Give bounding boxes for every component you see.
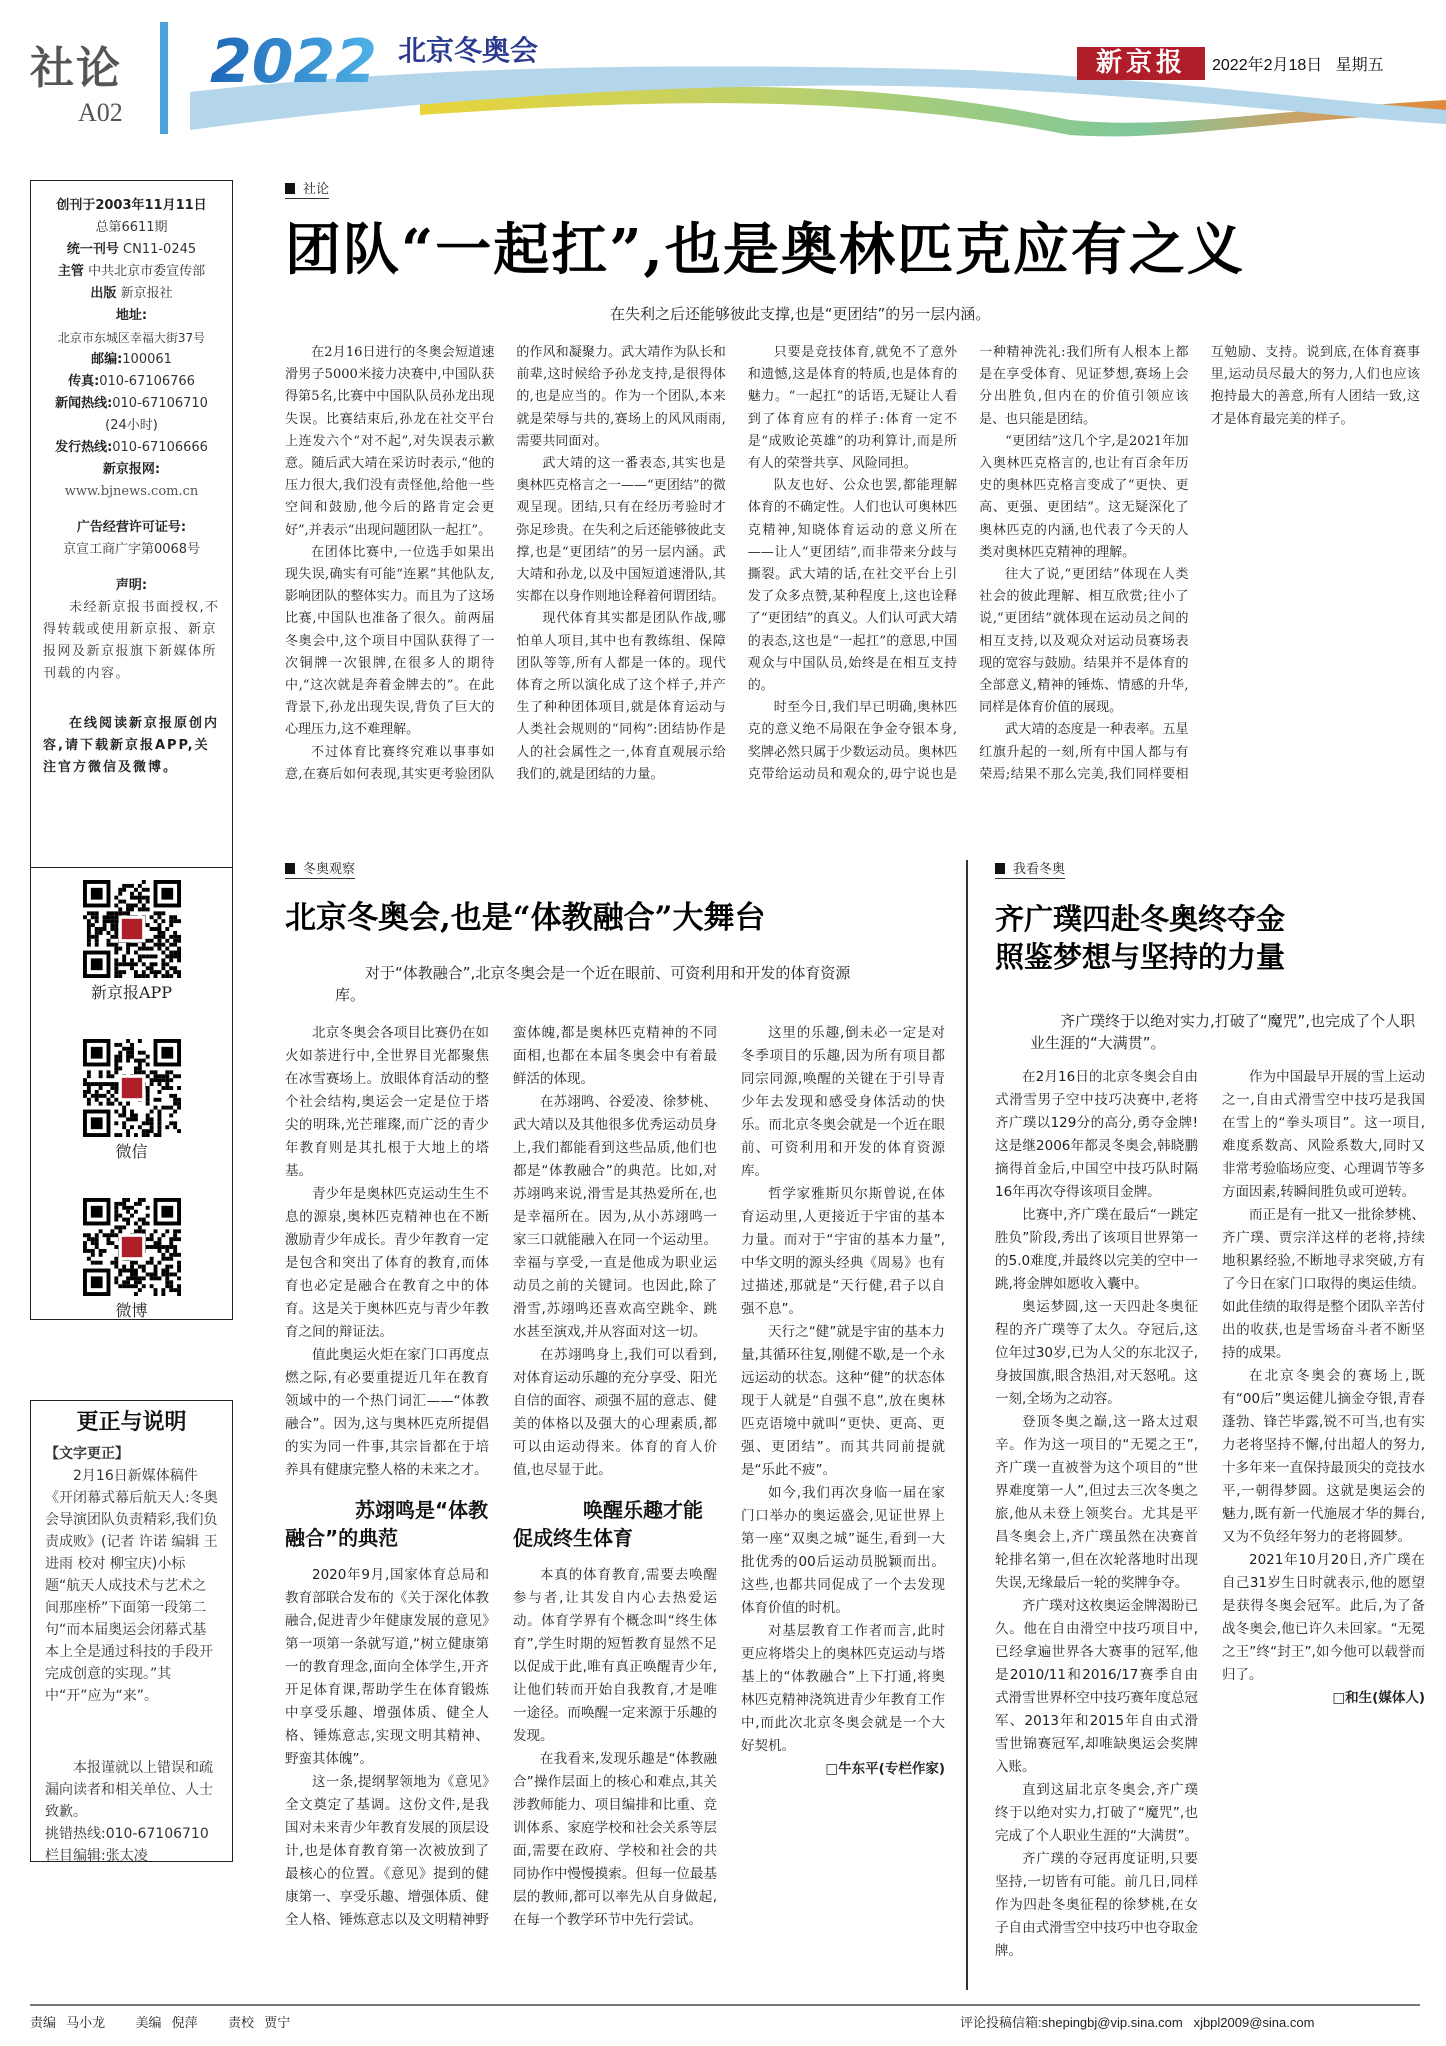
qr-weibo[interactable]: [31, 1198, 232, 1321]
submission-emails: 评论投稿信箱:shepingbj@vip.sina.com xjbpl2009@sina.com: [960, 2015, 1315, 2030]
paragraph: 武大靖的这一番表态,其实也是奥林匹克格言之一——“更团结”的微观呈现。团结,只有在经历考验时才弥足珍贵。在失利之后还能够彼此支撑,也是“更团结”的另一层内涵。武大靖和孙龙,以及中国短道速滑队,其实都在以身作则地诠释着何谓团结。: [516, 456, 726, 605]
qr-box: [30, 868, 233, 1320]
editorial-headline: 团队“一起扛”,也是奥林匹克应有之义: [285, 217, 1245, 283]
issue-date: [1212, 52, 1384, 75]
web-label: 新京报网:: [102, 462, 161, 477]
article3-lead: 齐广璞终于以绝对实力,打破了“魔咒”,也完成了个人职业生涯的“大满贯”。: [1030, 1012, 1416, 1052]
paragraph: 这里的乐趣,倒未必一定是对冬季项目的乐趣,因为所有项目都同宗同源,唤醒的关键在于引导青少年去发现和感受身体活动的快乐。而北京冬奥会就是一个近在眼前、可资利用和开发的体育资源库。: [741, 1025, 945, 1179]
weekday: 星期五: [1335, 57, 1384, 74]
correction-tag: 【文字更正】: [45, 1446, 129, 1462]
statement-label: 声明:: [115, 578, 148, 593]
paragraph: 往大了说,“更团结”体现在人类社会的彼此理解、相互欣赏;往小了说,“更团结”就体现在运动员之间的相互支持,以及观众对运动员赛场表现的宽容与鼓励。结果并不是体育的全部意义,精神的锤炼、情感的升华,同样是体育价值的展现。: [979, 567, 1189, 716]
logo-text: 北京冬奥会: [398, 34, 539, 67]
supervisor: 主管 中共北京市委宣传部: [57, 264, 206, 279]
article3-kicker: 我看冬奥: [995, 858, 1065, 879]
paragraph: 在团体比赛中,一位选手如果出现失误,确实有可能“连累”其他队友,影响团队的整体实力。而且为了这场比赛,中国队也准备了很久。前两届冬奥会中,这个项目中国队获得了一次铜牌一次银牌,在很多人的期待中,“这次就是奔着金牌去的”。在此背景下,孙龙出现失误,背负了巨大的心理压力,这不难理解。: [285, 544, 495, 738]
paragraph: 齐广璞对这枚奥运金牌渴盼已久。他在自由滑空中技巧项目中,已经拿遍世界各大赛事的冠军,他是2010/11和2016/17赛季自由式滑雪世界杯空中技巧赛年度总冠军、2013年和2015年自由式滑雪世锦赛冠军,却唯缺奥运会奖牌入账。: [995, 1598, 1198, 1775]
subheading: 苏翊鸣是“体教融合”的典范: [285, 1498, 489, 1550]
green-ribbon: [420, 87, 1446, 137]
dist-hotline: 发行热线:010-67106666: [55, 440, 208, 455]
paragraph: 在北京冬奥会的赛场上,既有“00后”奥运健儿摘金夺银,青春蓬勃、锋芒毕露,锐不可当,也有实力老将坚持不懈,付出超人的努力,十多年来一直保持最顶尖的竞技水平,一朝得梦圆。这就是奥运会的魅力,既有新一代施展才华的舞台,又为不负经年努力的老将圆梦。: [1222, 1368, 1425, 1545]
issue-number: 总第6611期: [95, 220, 168, 235]
footer-rule: [30, 2004, 1420, 2006]
paragraph: 对基层教育工作者而言,此时更应将塔尖上的奥林匹克运动与塔基上的“体教融合”上下打通,将奥林匹克精神浇筑进青少年教育工作中,而此次北京冬奥会就是一个大好契机。: [741, 1623, 945, 1754]
paragraph: 在2月16日进行的冬奥会短道速滑男子5000米接力决赛中,中国队获得第5名,比赛中中国队队员孙龙出现失误。比赛结束后,孙龙在社交平台上连发六个“对不起”,对失误表示歉意。随后武大靖在采访时表示,“他的压力很大,我们没有责怪他,给他一些空间和鼓励,他今后的路肯定会更好”,并表示“出现问题团队一起扛”。: [285, 345, 495, 538]
square-icon: [285, 183, 295, 194]
statement: 未经新京报书面授权,不得转载或使用新京报、新京报网及新京报旗下新媒体所刊载的内容。: [43, 600, 220, 681]
paragraph: 本真的体育教育,需要去唤醒参与者,让其发自内心去热爱运动。体育学界有个概念叫“终生体育”,学生时期的短暂教育显然不足以促成于此,唯有真正唤醒青少年,让他们转而开始自我教育,才是唯一途径。而唤醒一定来源于乐趣的发现。: [513, 1567, 717, 1744]
byline: □和生(媒体人): [1332, 1690, 1425, 1706]
paragraph: 青少年是奥林匹克运动生生不息的源泉,奥林匹克精神也在不断激励青少年成长。青少年教育一定是包含和突出了体育的教育,而体育也必定是融合在教育之中的体育。这是关于奥林匹克与青少年教育之间的辩证法。: [285, 1186, 489, 1340]
editorial-subtitle: 在失利之后还能够彼此支撑,也是“更团结”的另一层内涵。: [610, 305, 991, 323]
founded: 创刊于2003年11月11日: [56, 198, 207, 213]
qr-code-icon: [83, 1039, 181, 1137]
article3-body: [995, 1066, 1425, 1986]
column-divider: [966, 860, 968, 1990]
address: 北京市东城区幸福大街37号: [57, 331, 206, 345]
paragraph: 在我看来,发现乐趣是“体教融合”操作层面上的核心和难点,其关涉教师能力、项目编排和比重、竞训体系、家庭学校和社会关系等层面,需要在政府、学校和社会的共同协作中慢慢摸索。但每一位最基层的教师,都可以率先从自身做起,在每一个教学环节中先行尝试。: [513, 1751, 717, 1928]
paragraph: 天行之“健”就是宇宙的基本力量,其循环往复,刚健不歇,是一个永远运动的状态。这种“健”的状态体现于人就是“自强不息”,放在奥林匹克语境中就叫“更快、更高、更强、更团结”。而其共同前提就是“乐此不疲”。: [741, 1324, 945, 1478]
paragraph: 齐广璞的夺冠再度证明,只要坚持,一切皆有可能。前几日,同样作为四赴冬奥征程的徐梦桃,在女子自由式滑雪空中技巧中也夺取金牌。: [995, 1851, 1198, 1959]
postcode: 邮编:100061: [91, 352, 172, 367]
article2-kicker: 冬奥观察: [285, 858, 355, 879]
editorial-body: [285, 342, 1420, 802]
article2-body: [285, 1022, 945, 1952]
olympics-banner: [170, 20, 1446, 140]
email-links[interactable]: shepingbj@vip.sina.com xjbpl2009@sina.com: [1041, 2015, 1315, 2030]
fax: 传真:010-67106766: [68, 374, 195, 389]
masthead-box: [30, 180, 233, 868]
page-number: A02: [78, 98, 123, 127]
paragraph: 不过体育比赛终究难以事事如意,在赛后如何表现,其实更考验团队的作风和凝聚力。武大靖作为队长和前辈,这时候给予孙龙支持,是很得体的,也是应当的。作为一个团队,本来就是荣辱与共的,赛场上的风风雨雨,需要共同面对。: [285, 345, 726, 782]
correction-text: 2月16日新媒体稿件《开闭幕式幕后航天人:冬奥会导演团队负责精彩,我们负责成败》(记者 许诺 编辑 王进雨 校对 柳宝庆)小标题“航天人成技术与艺术之间那座桥”下面第一段第二句“而本届奥运会闭幕式基本上全是通过科技的手段开完成创意的实现。”其中“开”应为“来”。: [45, 1468, 218, 1704]
paragraph: 奥运梦圆,这一天四赴冬奥征程的齐广璞等了太久。夺冠后,这位年过30岁,已为人父的东北汉子,身披国旗,眼含热泪,对天怒吼。这一刻,全场为之动容。: [995, 1299, 1198, 1407]
logo-year: 2022: [210, 27, 377, 97]
article2-lead: 对于“体教融合”,北京冬奥会是一个近在眼前、可资利用和开发的体育资源库。: [335, 964, 851, 1004]
paragraph: 只要是竞技体育,就免不了意外和遗憾,这是体育的特质,也是体育的魅力。“一起扛”的话语,无疑让人看到了体育应有的样子:体育一定不是“成败论英雄”的功利算计,而是所有人的荣誉共享、风险同担。: [747, 345, 958, 472]
qr-wechat[interactable]: [31, 1039, 232, 1162]
ad-license-label: 广告经营许可证号:: [76, 520, 187, 535]
paragraph: 值此奥运火炬在家门口再度点燃之际,有必要重提近几年在教育领域中的一个热门词汇——“体教融合”。因为,这与奥林匹克所提倡的实为同一件事,其宗旨都在于培养具有健康完整人格的未来之才。: [285, 1347, 489, 1478]
article2-headline: 北京冬奥会,也是“体教融合”大舞台: [285, 900, 766, 936]
paragraph: 这一条,提纲挈领地为《意见》全文奠定了基调。这份文件,是我国对未来青少年教育发展的顶层设计,也是体育教育第一次被放到了最核心的位置。《意见》提到的健康第一、享受乐趣、增强体质、健全人格、锤炼意志以及文明精神野蛮体魄,都是奥林匹克精神的不同面相,也都在本届冬奥会中有着最鲜活的体现。: [285, 1025, 717, 1928]
publisher: 出版 新京报社: [90, 286, 173, 301]
subheading: 唤醒乐趣才能促成终生体育: [513, 1498, 703, 1550]
website-link[interactable]: www.bjnews.com.cn: [64, 484, 199, 499]
column-editor: 栏目编辑:张太凌: [45, 1848, 148, 1864]
newspaper-logo: 新京报: [1077, 47, 1205, 80]
apology: 本报谨就以上错误和疏漏向读者和相关单位、人士致歉。: [45, 1760, 213, 1820]
square-icon: [285, 863, 295, 874]
paragraph: 作为中国最早开展的雪上运动之一,自由式滑雪空中技巧是我国在雪上的“拳头项目”。这一项目,难度系数高、风险系数大,同时又非常考验临场应变、心理调节等多方面因素,转瞬间胜负或可逆转。: [1222, 1069, 1425, 1200]
paragraph: 北京冬奥会各项目比赛仍在如火如荼进行中,全世界目光都聚焦在冰雪赛场上。放眼体育活动的整个社会结构,奥运会一定是位于塔尖的明珠,光芒璀璨,而广泛的青少年教育则是其扎根于大地上的塔基。: [285, 1025, 489, 1179]
date: 2022年2月18日: [1212, 57, 1323, 74]
paragraph: 直到这届北京冬奥会,齐广璞终于以绝对实力,打破了“魔咒”,也完成了个人职业生涯的“大满贯”。: [995, 1782, 1198, 1844]
correction-box: [30, 1400, 233, 1862]
online-reading-note: 在线阅读新京报原创内容,请下载新京报APP,关注官方微信及微博。: [43, 716, 220, 775]
paragraph: 比赛中,齐广璞在最后“一跳定胜负”阶段,秀出了该项目世界第一的5.0难度,并最终以完美的空中一跳,将金牌如愿收入囊中。: [995, 1207, 1198, 1292]
header-divider: [160, 22, 168, 134]
cn-number: 统一刊号 CN11-0245: [66, 242, 197, 257]
paragraph: 如今,我们再次身临一届在家门口举办的奥运盛会,见证世界上第一座“双奥之城”诞生,看到一大批优秀的00后运动员脱颖而出。这些,也都共同促成了一个去发现体育价值的时机。: [741, 1485, 945, 1616]
ad-license: 京宣工商广字第0068号: [62, 542, 201, 557]
qr-label: 微博: [115, 1301, 148, 1320]
qr-app[interactable]: [31, 880, 232, 1003]
qr-code-icon: [83, 1198, 181, 1296]
paragraph: 在苏翊鸣身上,我们可以看到,对体育运动乐趣的充分享受、阳光自信的面容、顽强不屈的意志、健美的体格以及强大的心理素质,都可以由运动得来。体育的育人价值,也尽显于此。: [513, 1347, 717, 1478]
editorial-kicker: 社论: [285, 178, 329, 199]
qr-label: 新京报APP: [90, 983, 173, 1002]
paragraph: 哲学家雅斯贝尔斯曾说,在体育运动里,人更接近于宇宙的基本力量。而对于“宇宙的基本力量”,中华文明的源头经典《周易》也有过描述,那就是“天行健,君子以自强不息”。: [741, 1186, 945, 1317]
paragraph: 2021年10月20日,齐广璞在自己31岁生日时就表示,他的愿望是获得冬奥会冠军。此后,为了备战冬奥会,他已许久未回家。“无冕之王”终“封王”,如今他可以载誉而归了。: [1222, 1552, 1425, 1683]
paragraph: 时至今日,我们早已明确,奥林匹克的意义绝不局限在争金夺银本身,奖牌必然只属于少数运动员。奥林匹克带给运动员和观众的,毋宁说也是一种精神洗礼:我们所有人根本上都是在享受体育、见证梦想,赛场上会分出胜负,但内在的价值引领应该是、也只能是团结。: [747, 345, 1189, 782]
qr-label: 微信: [115, 1142, 148, 1161]
staff-credits: 责编 马小龙 美编 倪萍 责校 贾宁: [30, 2016, 291, 2031]
byline: □牛东平(专栏作家): [825, 1761, 945, 1777]
paragraph: 现代体育其实都是团队作战,哪怕单人项目,其中也有教练组、保障团队等等,所有人都是一体的。现代体育之所以演化成了这个样子,并产生了种种团体项目,就是体育运动与人类社会规则的“同构”:团结协作是人的社会属性之一,体育直观展示给我们的,就是团结的力量。: [516, 611, 726, 782]
error-hotline: 挑错热线:010-67106710: [45, 1826, 209, 1842]
paragraph: 武大靖的态度是一种表率。五星红旗升起的一刻,所有中国人都与有荣焉;结果不那么完美,我们同样要相互勉励、支持。说到底,在体育赛事里,运动员尽最大的努力,人们也应该抱持最大的善意,所有人团结一致,这才是体育最完美的样子。: [979, 345, 1420, 782]
article3-headline: 齐广璞四赴冬奥终夺金 照鉴梦想与坚持的力量: [995, 902, 1286, 974]
paragraph: 队友也好、公众也罢,都能理解体育的不确定性。人们也认可奥林匹克精神,知晓体育运动的意义所在——让人“更团结”,而非带来分歧与撕裂。武大靖的话,在社交平台上引发了众多点赞,某种程度上,这也诠释了“更团结”的真义。人们认可武大靖的表态,这也是“一起扛”的意思,中国观众与中国队员,始终是在相互支持的。: [747, 478, 958, 694]
paragraph: 在2月16日的北京冬奥会自由式滑雪男子空中技巧决赛中,老将齐广璞以129分的高分,勇夺金牌!这是继2006年都灵冬奥会,韩晓鹏摘得首金后,中国空中技巧队时隔16年再次夺得该项目金牌。: [995, 1069, 1198, 1200]
news-hotline-note: (24小时): [105, 418, 158, 433]
square-icon: [995, 863, 1005, 874]
address-label: 地址:: [115, 308, 148, 323]
paragraph: “更团结”这几个字,是2021年加入奥林匹克格言的,也让有百余年历史的奥林匹克格言变成了“更快、更高、更强、更团结”。这无疑深化了奥林匹克的内涵,也代表了今天的人类对奥林匹克精神的理解。: [979, 433, 1189, 560]
paragraph: 2020年9月,国家体育总局和教育部联合发布的《关于深化体教融合,促进青少年健康发展的意见》第一项第一条就写道,“树立健康第一的教育理念,面向全体学生,开齐开足体育课,帮助学生在体育锻炼中享受乐趣、增强体质、健全人格、锤炼意志,实现文明其精神、野蛮其体魄”。: [285, 1567, 489, 1767]
section-title: 社论: [30, 43, 122, 94]
correction-title: 更正与说明: [76, 1409, 187, 1435]
paragraph: 在苏翊鸣、谷爱凌、徐梦桃、武大靖以及其他很多优秀运动员身上,我们都能看到这些品质,他们也都是“体教融合”的典范。比如,对苏翊鸣来说,滑雪是其热爱所在,也是幸福所在。因为,从小苏翊鸣一家三口就能融入在同一个运动里。幸福与享受,一直是他成为职业运动员之前的关键词。也因此,除了滑雪,苏翊鸣还喜欢高空跳伞、跳水甚至演戏,并从容面对这一切。: [513, 1094, 717, 1340]
qr-code-icon: [83, 880, 181, 978]
paragraph: 登顶冬奥之巅,这一路太过艰辛。作为这一项目的“无冕之王”,齐广璞一直被誉为这个项目的“世界难度第一人”,但过去三次冬奥之旅,他从未登上领奖台。尤其是平昌冬奥会上,齐广璞虽然在决赛首轮排名第一,但在次轮落地时出现失误,无缘最后一轮的奖牌争夺。: [995, 1414, 1198, 1591]
paragraph: 而正是有一批又一批徐梦桃、齐广璞、贾宗洋这样的老将,持续地积累经验,不断地寻求突破,方有了今日在家门口取得的奥运佳绩。如此佳绩的取得是整个团队辛苦付出的收获,也是雪场奋斗者不断坚持的成果。: [1222, 1207, 1425, 1361]
news-hotline: 新闻热线:010-67106710: [55, 396, 208, 411]
